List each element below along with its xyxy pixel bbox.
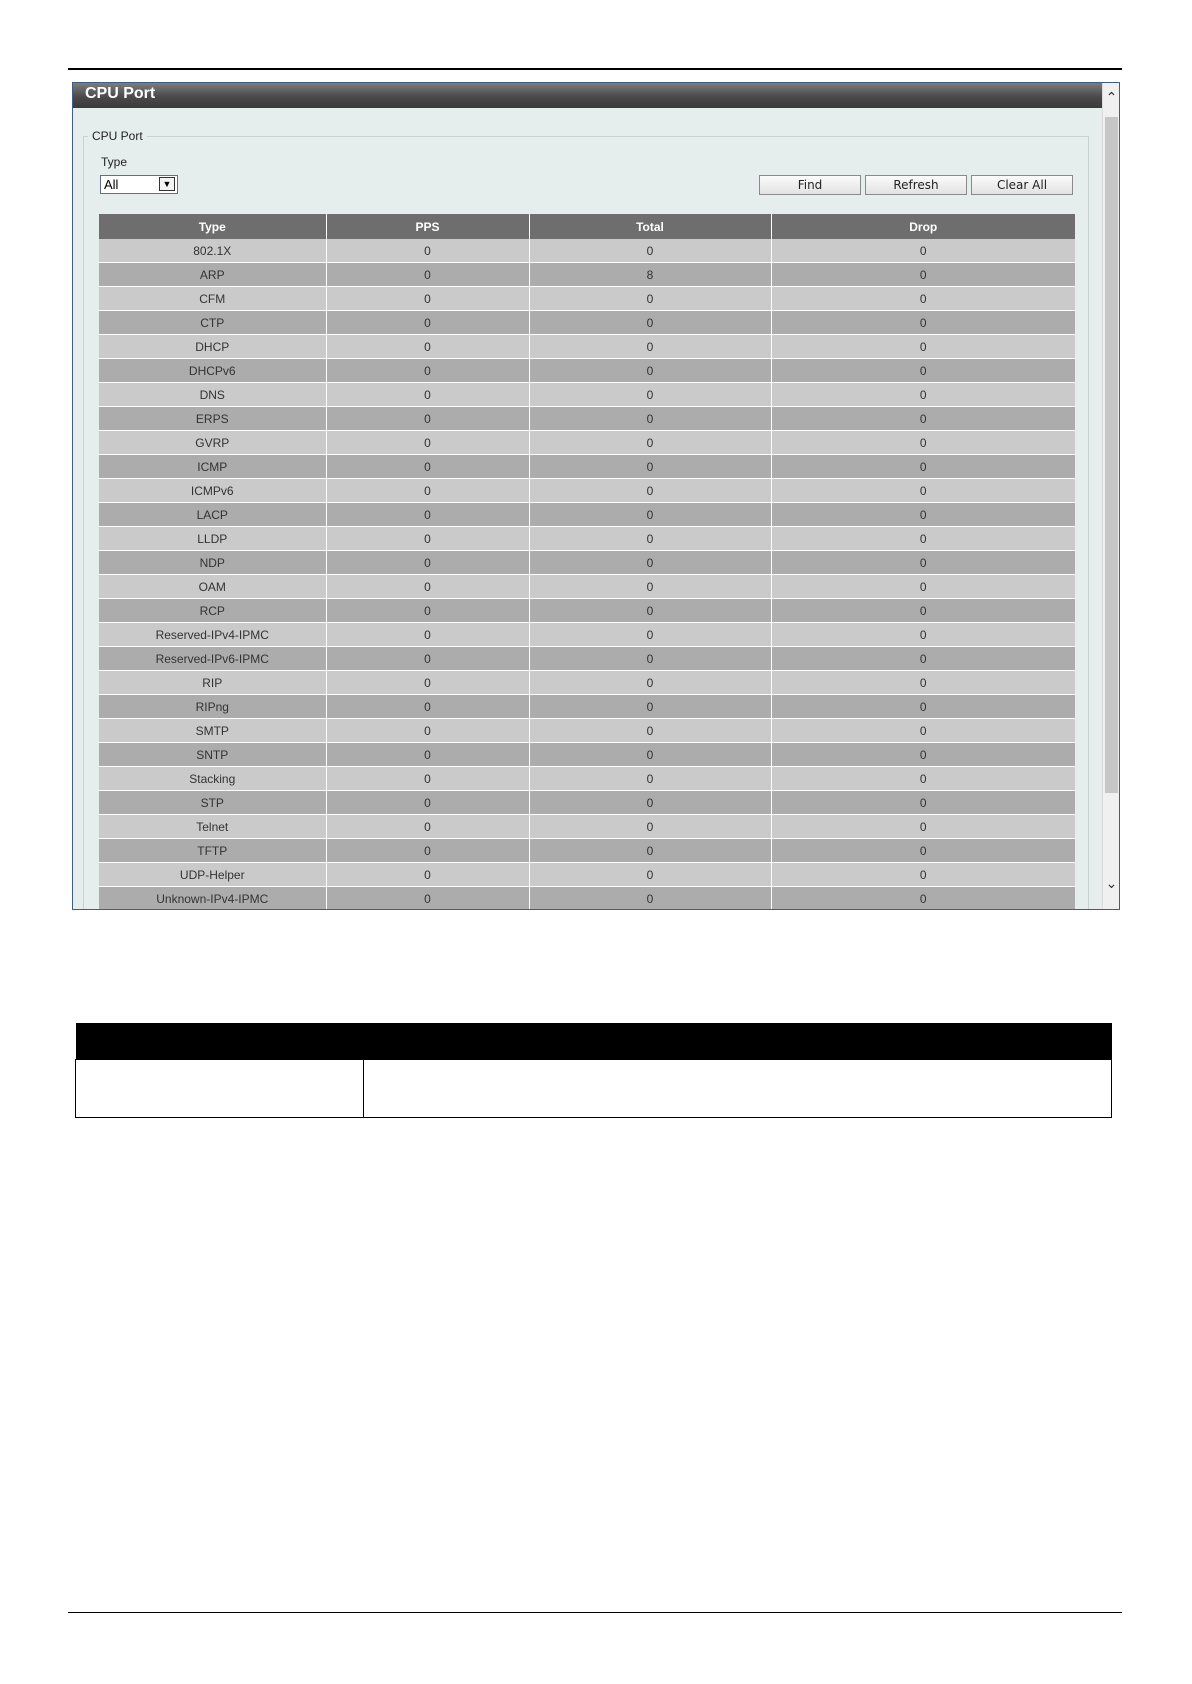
cell-total: 0 xyxy=(529,335,771,359)
table-row xyxy=(99,647,1075,671)
content-area xyxy=(73,108,1102,909)
table-row xyxy=(99,695,1075,719)
description-header-description xyxy=(364,1023,1112,1060)
cell-pps: 0 xyxy=(326,551,529,575)
column-header-total: Total xyxy=(529,214,771,239)
cell-pps: 0 xyxy=(326,887,529,911)
cell-drop: 0 xyxy=(771,743,1075,767)
cell-pps: 0 xyxy=(326,599,529,623)
cell-total: 0 xyxy=(529,575,771,599)
table-row xyxy=(99,503,1075,527)
cell-pps: 0 xyxy=(326,431,529,455)
column-header-pps: PPS xyxy=(326,214,529,239)
cell-total: 8 xyxy=(529,263,771,287)
table-row xyxy=(99,887,1075,911)
cell-drop: 0 xyxy=(771,455,1075,479)
cell-type: SNTP xyxy=(99,743,326,767)
cell-total: 0 xyxy=(529,815,771,839)
table-row xyxy=(99,263,1075,287)
cell-total: 0 xyxy=(529,239,771,263)
cell-pps: 0 xyxy=(326,863,529,887)
cell-type: NDP xyxy=(99,551,326,575)
table-row xyxy=(99,431,1075,455)
cell-total: 0 xyxy=(529,599,771,623)
vertical-scrollbar[interactable] xyxy=(1102,83,1120,909)
cell-drop: 0 xyxy=(771,503,1075,527)
cell-drop: 0 xyxy=(771,359,1075,383)
table-row xyxy=(99,287,1075,311)
cell-type: CFM xyxy=(99,287,326,311)
cell-total: 0 xyxy=(529,551,771,575)
cell-total: 0 xyxy=(529,359,771,383)
cell-drop: 0 xyxy=(771,623,1075,647)
table-row xyxy=(99,863,1075,887)
table-row xyxy=(99,671,1075,695)
cell-total: 0 xyxy=(529,527,771,551)
cell-pps: 0 xyxy=(326,455,529,479)
cell-total: 0 xyxy=(529,431,771,455)
cell-total: 0 xyxy=(529,623,771,647)
table-row xyxy=(99,623,1075,647)
description-table xyxy=(75,1023,1112,1118)
cell-drop: 0 xyxy=(771,791,1075,815)
table-row xyxy=(99,719,1075,743)
cell-total: 0 xyxy=(529,863,771,887)
table-body xyxy=(99,239,1075,910)
table-row xyxy=(99,527,1075,551)
table-row xyxy=(99,839,1075,863)
column-header-drop: Drop xyxy=(771,214,1075,239)
cell-type: RIP xyxy=(99,671,326,695)
cell-type: ARP xyxy=(99,263,326,287)
cell-type: UDP-Helper xyxy=(99,863,326,887)
cell-type: ICMP xyxy=(99,455,326,479)
cell-pps: 0 xyxy=(326,503,529,527)
cell-drop: 0 xyxy=(771,551,1075,575)
cell-pps: 0 xyxy=(326,671,529,695)
cell-pps: 0 xyxy=(326,263,529,287)
cell-drop: 0 xyxy=(771,719,1075,743)
table-row xyxy=(99,239,1075,263)
cell-drop: 0 xyxy=(771,527,1075,551)
cell-pps: 0 xyxy=(326,647,529,671)
cell-total: 0 xyxy=(529,503,771,527)
cell-pps: 0 xyxy=(326,575,529,599)
cell-total: 0 xyxy=(529,455,771,479)
table-row xyxy=(99,359,1075,383)
cell-total: 0 xyxy=(529,767,771,791)
find-button[interactable]: Find xyxy=(759,175,861,195)
cell-drop: 0 xyxy=(771,575,1075,599)
cell-drop: 0 xyxy=(771,815,1075,839)
cell-drop: 0 xyxy=(771,431,1075,455)
table-row xyxy=(99,575,1075,599)
cell-pps: 0 xyxy=(326,815,529,839)
cell-drop: 0 xyxy=(771,599,1075,623)
scrollbar-thumb[interactable] xyxy=(1105,117,1118,793)
group-legend: CPU Port xyxy=(92,129,143,143)
cell-total: 0 xyxy=(529,407,771,431)
type-select-value: All xyxy=(104,177,119,192)
cell-drop: 0 xyxy=(771,647,1075,671)
cell-pps: 0 xyxy=(326,791,529,815)
window-title: CPU Port xyxy=(73,83,1102,108)
cell-total: 0 xyxy=(529,671,771,695)
table-row xyxy=(99,407,1075,431)
cell-total: 0 xyxy=(529,311,771,335)
cell-total: 0 xyxy=(529,791,771,815)
cell-type: Reserved-IPv4-IPMC xyxy=(99,623,326,647)
table-row xyxy=(99,743,1075,767)
table-row xyxy=(99,335,1075,359)
table-row xyxy=(99,551,1075,575)
cell-type: Stacking xyxy=(99,767,326,791)
cpu-port-table xyxy=(99,214,1075,910)
clear-all-button[interactable]: Clear All xyxy=(971,175,1073,195)
chevron-down-icon[interactable]: ▼ xyxy=(159,177,175,191)
cell-type: OAM xyxy=(99,575,326,599)
cell-type: ERPS xyxy=(99,407,326,431)
description-row xyxy=(76,1060,1112,1118)
cell-type: LLDP xyxy=(99,527,326,551)
cell-pps: 0 xyxy=(326,479,529,503)
cell-type: Reserved-IPv6-IPMC xyxy=(99,647,326,671)
cell-pps: 0 xyxy=(326,239,529,263)
cell-type: STP xyxy=(99,791,326,815)
cell-type: ICMPv6 xyxy=(99,479,326,503)
cell-type: DNS xyxy=(99,383,326,407)
cell-drop: 0 xyxy=(771,311,1075,335)
cell-total: 0 xyxy=(529,479,771,503)
type-select[interactable] xyxy=(100,175,178,194)
table-row xyxy=(99,791,1075,815)
cell-total: 0 xyxy=(529,647,771,671)
cell-drop: 0 xyxy=(771,695,1075,719)
cell-total: 0 xyxy=(529,887,771,911)
cell-pps: 0 xyxy=(326,527,529,551)
cell-drop: 0 xyxy=(771,335,1075,359)
table-row xyxy=(99,767,1075,791)
cell-type: DHCP xyxy=(99,335,326,359)
description-cell-parameter xyxy=(76,1060,364,1118)
cell-drop: 0 xyxy=(771,263,1075,287)
cell-pps: 0 xyxy=(326,743,529,767)
cell-type: Telnet xyxy=(99,815,326,839)
cell-drop: 0 xyxy=(771,767,1075,791)
cell-pps: 0 xyxy=(326,767,529,791)
cell-drop: 0 xyxy=(771,479,1075,503)
cell-total: 0 xyxy=(529,743,771,767)
cell-type: SMTP xyxy=(99,719,326,743)
top-rule xyxy=(68,68,1122,70)
cell-pps: 0 xyxy=(326,839,529,863)
type-label: Type xyxy=(101,155,128,169)
bottom-rule xyxy=(68,1612,1122,1613)
description-header-row xyxy=(76,1023,1112,1060)
cell-total: 0 xyxy=(529,695,771,719)
table-row xyxy=(99,599,1075,623)
cell-type: 802.1X xyxy=(99,239,326,263)
cell-type: GVRP xyxy=(99,431,326,455)
chevron-down-icon[interactable]: ⌄ xyxy=(1105,876,1118,892)
cell-pps: 0 xyxy=(326,719,529,743)
cell-drop: 0 xyxy=(771,839,1075,863)
description-cell-description xyxy=(364,1060,1112,1118)
cell-type: Unknown-IPv4-IPMC xyxy=(99,887,326,911)
cell-drop: 0 xyxy=(771,407,1075,431)
cell-drop: 0 xyxy=(771,887,1075,911)
description-header-parameter xyxy=(76,1023,364,1060)
table-row xyxy=(99,479,1075,503)
cell-type: TFTP xyxy=(99,839,326,863)
cell-total: 0 xyxy=(529,287,771,311)
cell-drop: 0 xyxy=(771,383,1075,407)
cell-pps: 0 xyxy=(326,311,529,335)
cell-type: LACP xyxy=(99,503,326,527)
cell-type: RCP xyxy=(99,599,326,623)
cell-pps: 0 xyxy=(326,407,529,431)
cell-total: 0 xyxy=(529,383,771,407)
cell-drop: 0 xyxy=(771,287,1075,311)
refresh-button[interactable]: Refresh xyxy=(865,175,967,195)
cell-pps: 0 xyxy=(326,623,529,647)
table-row xyxy=(99,815,1075,839)
cell-pps: 0 xyxy=(326,695,529,719)
cell-type: DHCPv6 xyxy=(99,359,326,383)
cell-type: RIPng xyxy=(99,695,326,719)
cpu-port-window xyxy=(72,82,1120,910)
table-row xyxy=(99,383,1075,407)
cell-pps: 0 xyxy=(326,287,529,311)
cell-drop: 0 xyxy=(771,239,1075,263)
table-row xyxy=(99,311,1075,335)
cell-pps: 0 xyxy=(326,359,529,383)
column-header-type: Type xyxy=(99,214,326,239)
table-row xyxy=(99,455,1075,479)
table-header-row xyxy=(99,214,1075,239)
cell-drop: 0 xyxy=(771,671,1075,695)
cell-pps: 0 xyxy=(326,335,529,359)
chevron-up-icon[interactable]: ⌃ xyxy=(1105,90,1118,106)
cell-type: CTP xyxy=(99,311,326,335)
cell-pps: 0 xyxy=(326,383,529,407)
cell-total: 0 xyxy=(529,719,771,743)
cell-drop: 0 xyxy=(771,863,1075,887)
cell-total: 0 xyxy=(529,839,771,863)
